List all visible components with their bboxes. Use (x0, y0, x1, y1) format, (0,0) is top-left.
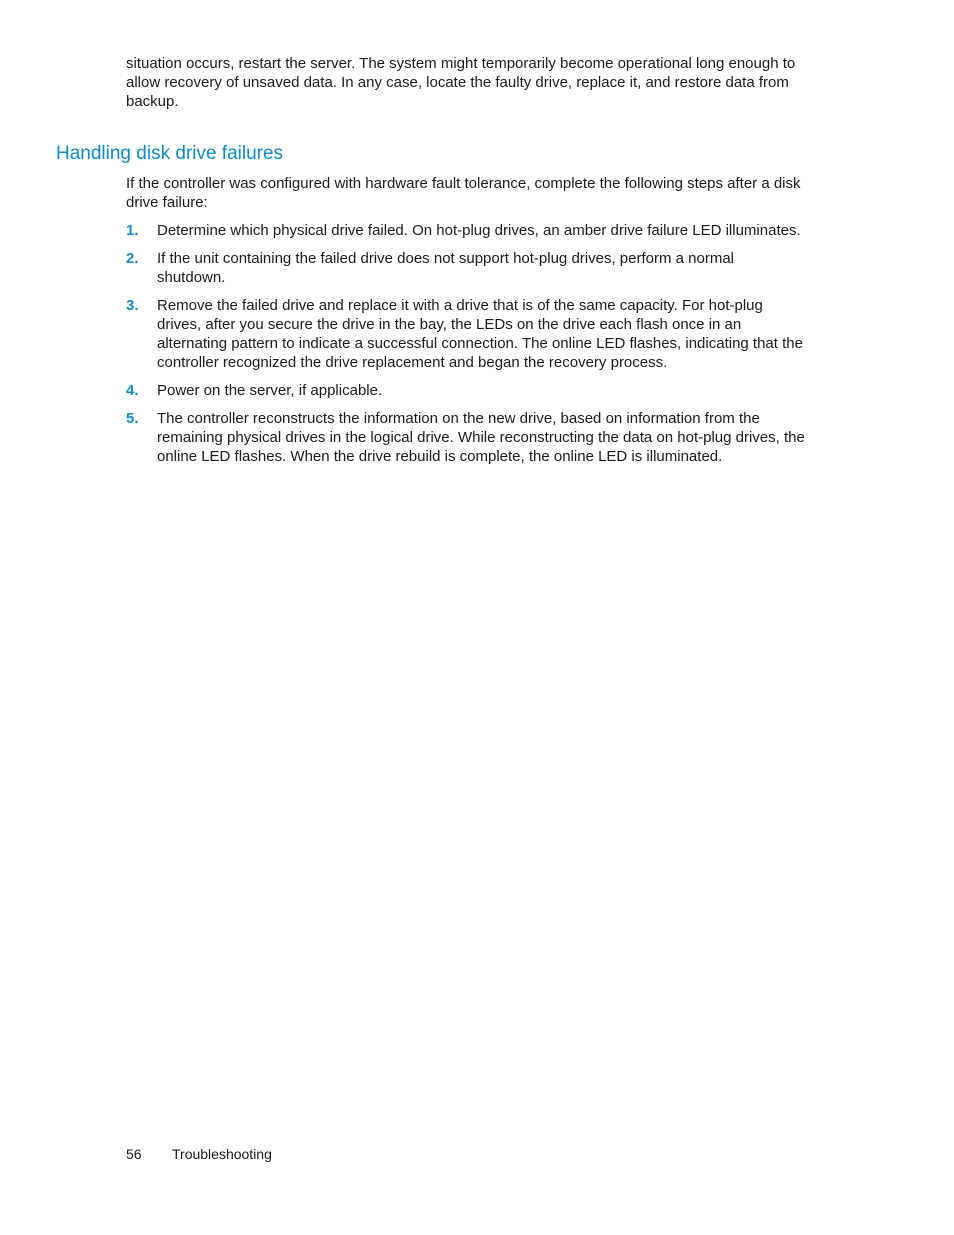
step-item (126, 409, 806, 466)
step-text: The controller reconstructs the information on the new drive, based on information from the remaining physical drives in the logical drive. While reconstructing the data on hot-plug drives, the online LED flashes. When the drive rebuild is complete, the online LED is illuminated. (157, 410, 805, 465)
section-heading: Handling disk drive failures (56, 143, 284, 164)
step-number: 2. (126, 250, 139, 267)
step-number: 4. (126, 382, 139, 399)
chapter-title: Troubleshooting (172, 1146, 272, 1162)
step-number: 5. (126, 410, 139, 427)
step-number: 1. (126, 222, 139, 239)
step-item (126, 249, 806, 287)
step-item (126, 221, 806, 240)
step-number: 3. (126, 297, 139, 314)
page-number: 56 (126, 1146, 142, 1162)
step-text: Remove the failed drive and replace it with a drive that is of the same capacity. For hot-plug drives, after you secure the drive in the bay, the LEDs on the drive each flash once in an alternating pattern to indicate a successful connection. The online LED flashes, indicating that the controller recognized the drive replacement and began the recovery process. (157, 297, 803, 371)
steps-list (126, 221, 806, 475)
section-lead-paragraph: If the controller was configured with hardware fault tolerance, complete the following steps after a disk drive failure: (126, 175, 801, 211)
step-text: Determine which physical drive failed. On hot-plug drives, an amber drive failure LED illuminates. (157, 222, 801, 239)
step-text: Power on the server, if applicable. (157, 382, 383, 399)
page-footer (126, 1145, 272, 1163)
step-item (126, 296, 806, 372)
step-item (126, 381, 806, 400)
intro-paragraph: situation occurs, restart the server. The system might temporarily become operational long enough to allow recovery of unsaved data. In any case, locate the faulty drive, replace it, and restore data from backup. (126, 55, 796, 110)
step-text: If the unit containing the failed drive does not support hot-plug drives, perform a normal shutdown. (157, 250, 734, 286)
